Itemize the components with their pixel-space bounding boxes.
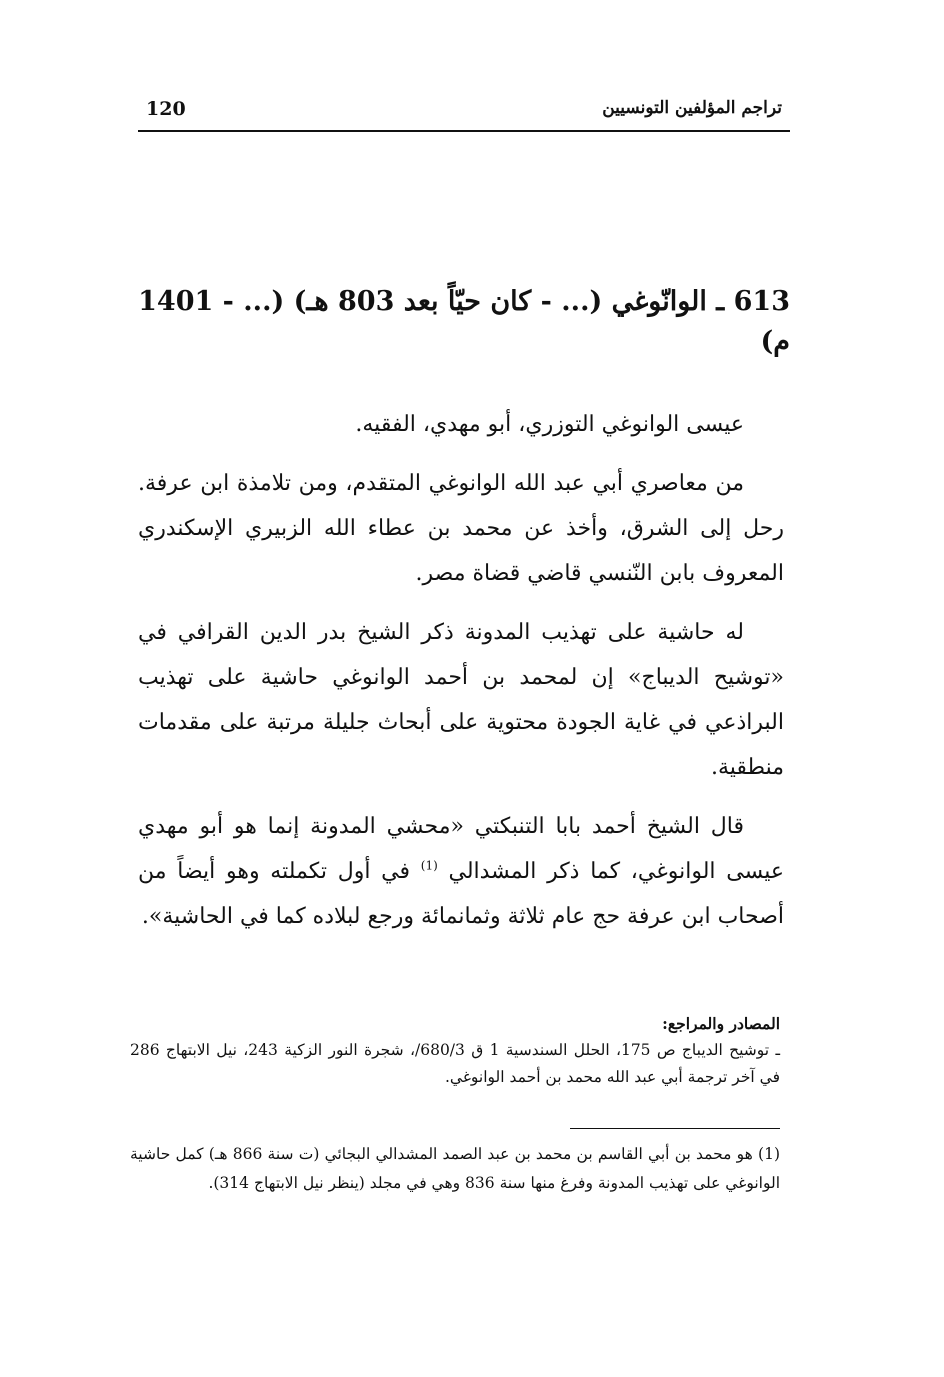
footnote-marker: (1) (420, 858, 438, 873)
paragraph-works: له حاشية على تهذيب المدونة ذكر الشيخ بدر الدين القرافي في «توشيح الديباج» إن لمحمد بن أحمد الوانوغي حاشية على تهذيب البراذعي في غاية الجودة محتوية على أبحاث جليلة مرتبة على مقدمات منطقية. (138, 620, 784, 780)
paragraph-quote-start: قال الشيخ أحمد بابا التنبكتي «محشي المدونة إنما هو أبو مهدي عيسى الوانوغي، كما ذكر المشدالي (138, 814, 784, 884)
footnote: (1) هو محمد بن أبي القاسم بن محمد بن عبد الصمد المشدالي البجائي (ت سنة 866 هـ) كمل حاشية الوانوغي على تهذيب المدونة وفرغ منها سنة 836 وهي في مجلد (ينظر نيل الابتهاج 314). (130, 1145, 781, 1192)
page-number: 120 (146, 98, 186, 120)
paragraph-quote-end: في أول تكملته وهو أيضاً من أصحاب ابن عرفة حج عام ثلاثة وثمانمائة ورجع لبلاده كما في الحاشية». (138, 859, 784, 929)
paragraph-name: عيسى الوانوغي التوزري، أبو مهدي، الفقيه. (355, 412, 744, 437)
paragraph-quote (138, 804, 784, 939)
running-title: تراجم المؤلفين التونسيين (602, 98, 782, 118)
entry-title: 613 ـ الوانّوغي (... - كان حيّاً بعد 803 هـ) (... - 1401 م) (138, 286, 790, 357)
sources-list: ـ توشيح الديباج ص 175، الحلل السندسية 1 ق 680/3/، شجرة النور الزكية 243، نيل الابتهاج 286 في آخر ترجمة أبي عبد الله محمد بن أحمد الوانوغي. (130, 1041, 780, 1086)
sources-heading: المصادر والمراجع: (662, 1014, 780, 1033)
paragraph-teachers: من معاصري أبي عبد الله الوانوغي المتقدم، ومن تلامذة ابن عرفة. رحل إلى الشرق، وأخذ عن محمد بن عطاء الله الزبيري الإسكندري المعروف بابن النّنسي قاضي قضاة مصر. (138, 471, 784, 586)
entry-body (138, 402, 784, 953)
footnote-divider (570, 1128, 780, 1129)
running-header (138, 96, 790, 132)
sources-section (130, 1010, 780, 1091)
